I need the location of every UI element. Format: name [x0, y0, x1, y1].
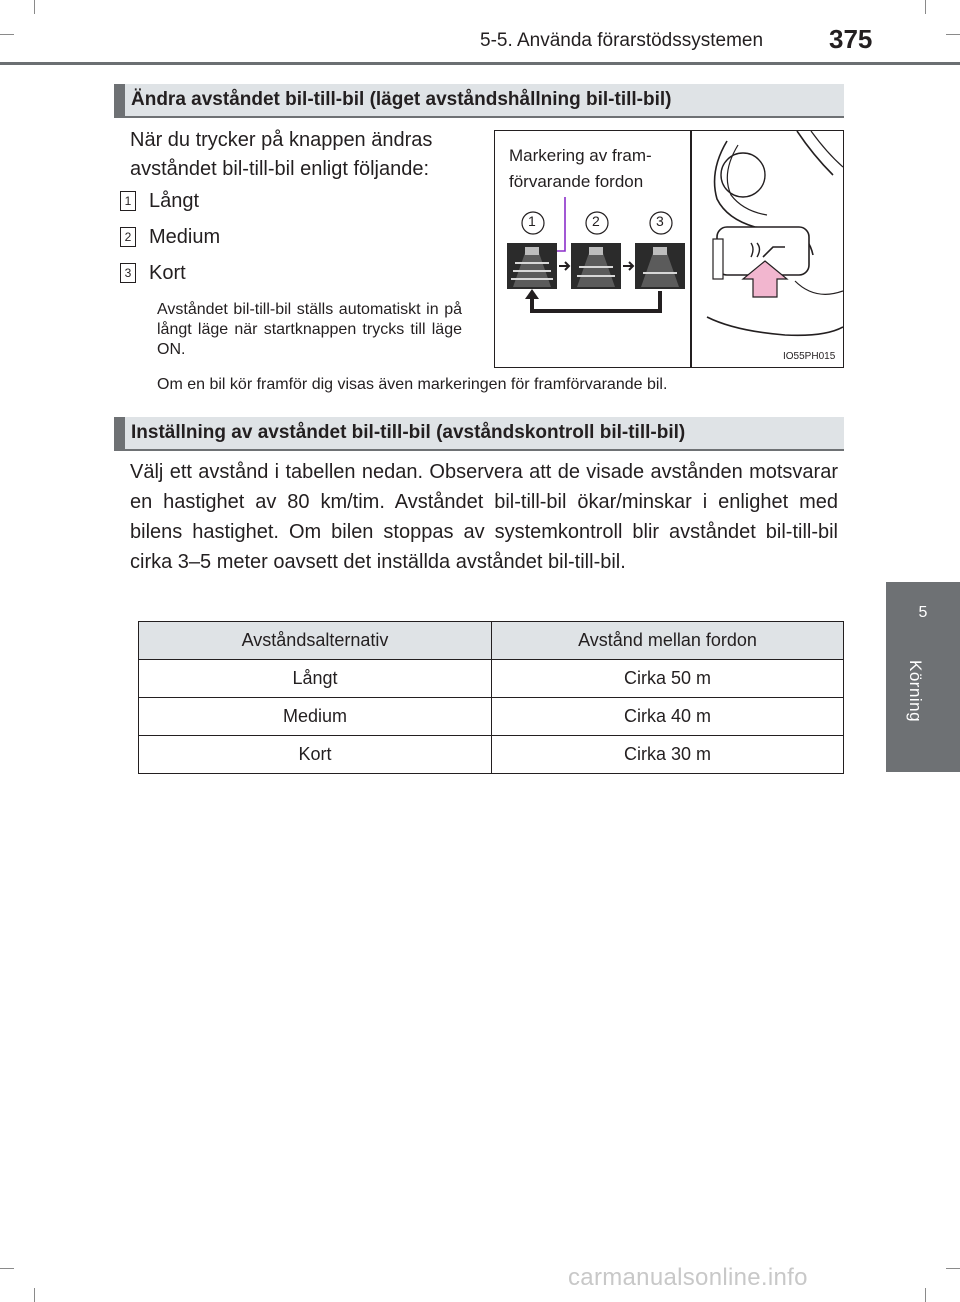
step-number-badge: 1 [120, 191, 136, 211]
callout-line-2: förvarande fordon [509, 172, 644, 191]
intro-paragraph: När du trycker på knappen ändras avståndet bil-till-bil enligt följande: [130, 129, 433, 180]
section-heading-text: Ändra avståndet bil-till-bil (läget avståndshållning bil-till-bil) [131, 89, 672, 110]
header-rule [0, 62, 960, 65]
section-heading-text: Inställning av avståndet bil-till-bil (avståndskontroll bil-till-bil) [131, 422, 686, 443]
table-row [139, 698, 844, 736]
list-item-medium [120, 226, 220, 249]
crop-mark [34, 0, 35, 14]
auto-long-note: Avståndet bil-till-bil ställs automatiskt in på långt läge när startknappen trycks till läge ON. [157, 301, 462, 358]
list-item-label: Medium [149, 226, 221, 248]
distance-switch-illustration [494, 130, 844, 368]
crop-mark [34, 1288, 35, 1302]
callout-line-1: Markering av fram- [509, 146, 652, 165]
table-cell: Cirka 50 m [492, 660, 844, 698]
section-heading-distance-control [114, 417, 844, 451]
section-heading-distance-mode [114, 84, 844, 118]
preceding-vehicle-callout [509, 143, 652, 195]
crop-mark [0, 1268, 14, 1269]
crop-mark [925, 0, 926, 14]
list-item-short [120, 262, 186, 285]
table-cell: Cirka 30 m [492, 736, 844, 774]
list-item-long [120, 190, 199, 213]
table-cell: Medium [139, 698, 492, 736]
distance-table-intro: Välj ett avstånd i tabellen nedan. Observera att de visade avstånden motsvarar en hastighet av 80 km/tim. Avståndet bil-till-bil ökar/minskar i enlighet med bilens hastighet. Om bilen stoppas av systemkontroll blir avståndet bil-till-bil cirka 3–5 meter oavsett det inställda avståndet bil-till-bil. [130, 461, 838, 573]
crop-mark [946, 1268, 960, 1269]
step-marker-3: 3 [656, 213, 664, 229]
table-cell: Kort [139, 736, 492, 774]
step-number-badge: 2 [120, 227, 136, 247]
step-marker-2: 2 [592, 213, 600, 229]
crop-mark [0, 34, 14, 35]
chapter-label: Körning [906, 660, 925, 723]
page-number: 375 [829, 24, 873, 54]
table-header-row [139, 622, 844, 660]
column-header-distance: Avstånd mellan fordon [492, 622, 844, 660]
figure-code: IO55PH015 [783, 351, 836, 362]
watermark: carmanualsonline.info [568, 1264, 808, 1291]
column-header-option: Avståndsalternativ [139, 622, 492, 660]
table-row [139, 736, 844, 774]
running-header-title: 5-5. Använda förarstödssystemen [480, 30, 764, 51]
list-item-label: Långt [149, 190, 200, 212]
table-row [139, 660, 844, 698]
table-cell: Långt [139, 660, 492, 698]
crop-mark [925, 1288, 926, 1302]
step-marker-1: 1 [528, 213, 536, 229]
list-item-label: Kort [149, 262, 186, 284]
chapter-number: 5 [918, 604, 928, 621]
distance-table [138, 621, 844, 774]
preceding-vehicle-note: Om en bil kör framför dig visas även markeringen för framförvarande bil. [157, 376, 668, 393]
crop-mark [946, 34, 960, 35]
step-number-badge: 3 [120, 263, 136, 283]
table-cell: Cirka 40 m [492, 698, 844, 736]
